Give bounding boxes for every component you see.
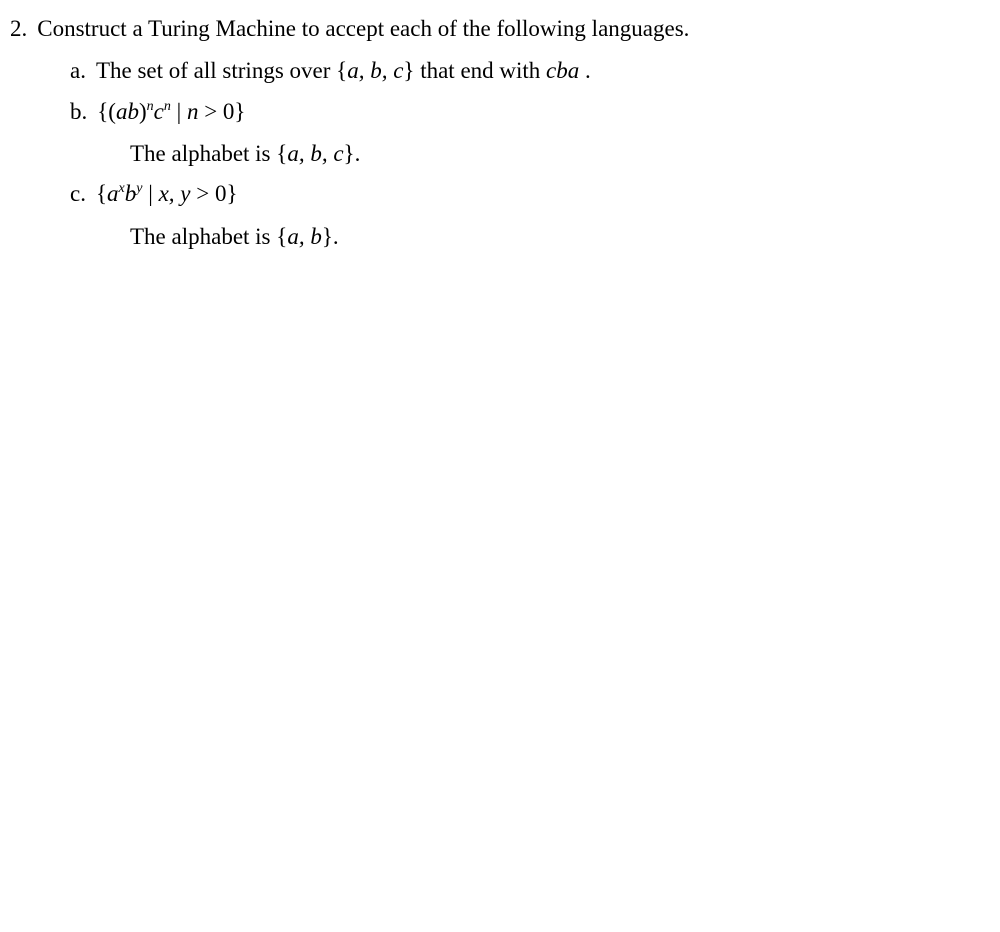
item-c-lang-open: { xyxy=(95,181,108,206)
problem-prompt: Construct a Turing Machine to accept each of the following languages. xyxy=(37,16,690,41)
item-a-set-elems: a, b, c xyxy=(347,58,404,83)
item-a-set-open: { xyxy=(336,58,348,83)
item-b-sym: c xyxy=(153,99,164,124)
item-b-marker: b. xyxy=(70,99,88,124)
item-c-alphabet xyxy=(130,225,339,248)
item-a-marker: a. xyxy=(70,58,86,83)
item-b-exp2: n xyxy=(163,99,171,114)
item-a-end-punct: . xyxy=(585,58,591,83)
item-b-base: ab xyxy=(115,99,139,124)
item-b-bar: | xyxy=(176,99,182,124)
problem-number: 2. xyxy=(10,16,28,41)
item-b-close-paren: ) xyxy=(138,99,147,124)
problem-header xyxy=(10,17,689,40)
item-c-marker: c. xyxy=(70,181,86,206)
item-c-exp2: y xyxy=(136,181,143,196)
item-c-alphabet-elems: a, b xyxy=(287,224,322,249)
item-c xyxy=(70,182,238,205)
item-a-set-close: } xyxy=(403,58,415,83)
item-b-alphabet-open: { xyxy=(276,141,288,166)
item-c-sym1: a xyxy=(107,181,119,206)
item-c-bar: | xyxy=(148,181,153,206)
item-b-alphabet-label: The alphabet is xyxy=(130,141,271,166)
item-a-suffix: cba xyxy=(546,58,580,83)
item-c-alphabet-label: The alphabet is xyxy=(130,224,271,249)
item-c-cond-rel: > 0} xyxy=(196,181,238,206)
item-c-alphabet-close: }. xyxy=(321,224,339,249)
item-b-alphabet-close: }. xyxy=(343,141,361,166)
item-c-alphabet-open: { xyxy=(276,224,288,249)
item-b-cond-rel: > 0} xyxy=(204,99,246,124)
item-b-alphabet-elems: a, b, c xyxy=(287,141,344,166)
item-a xyxy=(70,59,591,82)
item-b-cond-var: n xyxy=(186,99,199,124)
item-c-cond-vars: x, y xyxy=(158,181,191,206)
item-b-exp1: n xyxy=(146,99,154,114)
item-a-text-before: The set of all strings over xyxy=(95,58,331,83)
item-b xyxy=(70,100,245,123)
item-b-alphabet xyxy=(130,142,360,165)
item-c-sym2: b xyxy=(124,181,137,206)
item-a-text-after: that end with xyxy=(420,58,541,83)
item-b-lang-open: {( xyxy=(97,99,116,124)
item-c-exp1: x xyxy=(118,181,125,196)
